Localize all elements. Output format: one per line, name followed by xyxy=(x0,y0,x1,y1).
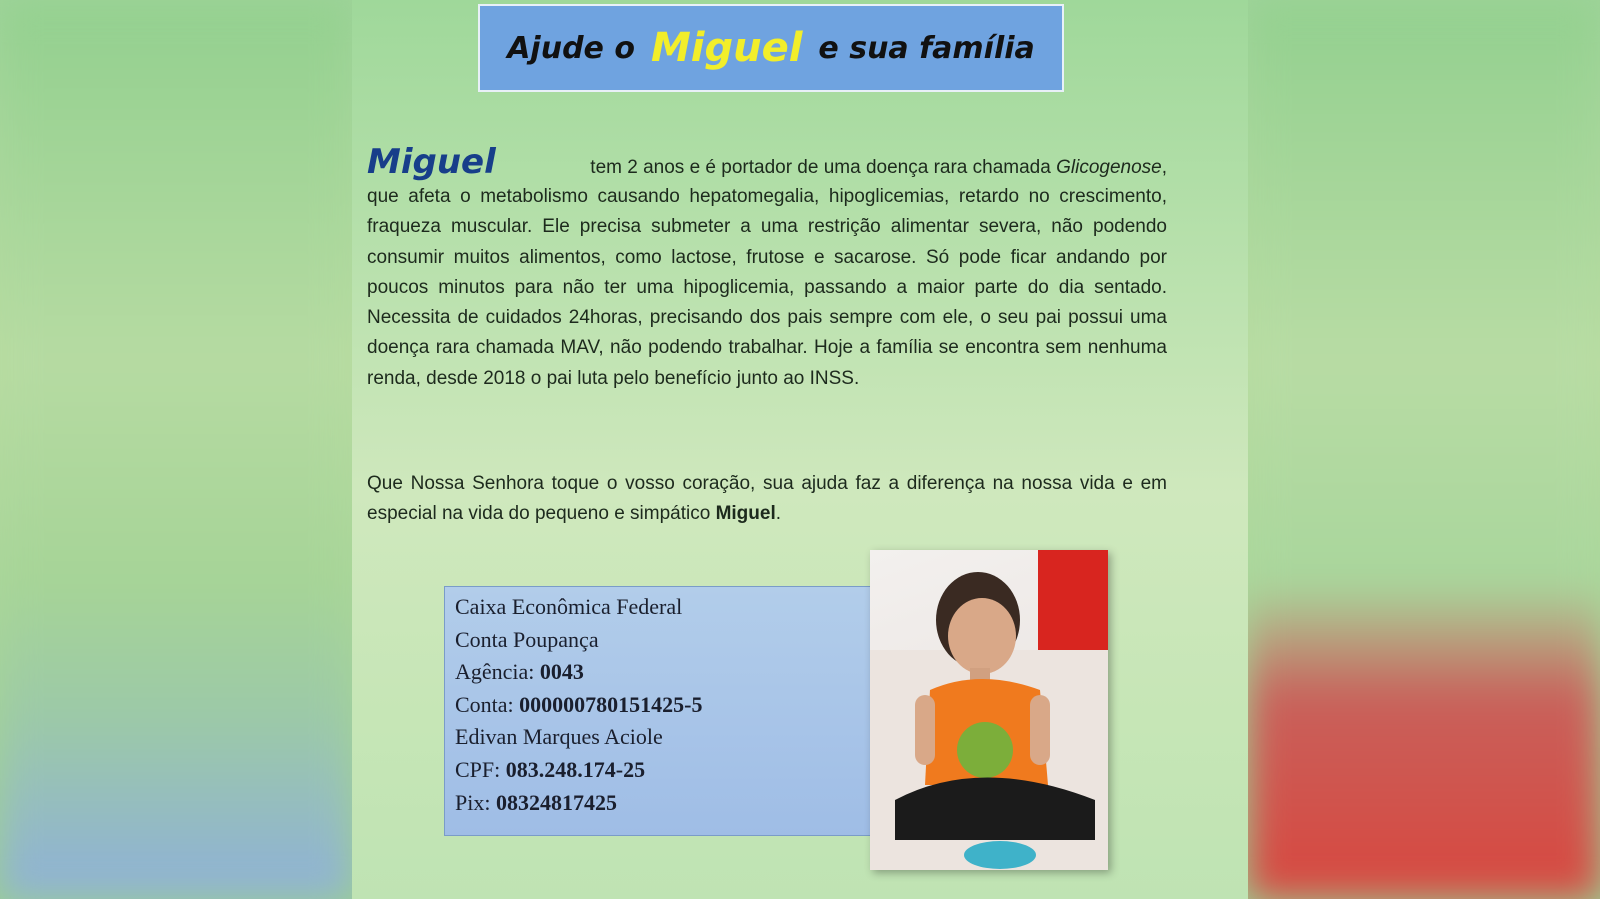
account-holder: Edivan Marques Aciole xyxy=(455,724,663,750)
child-photo xyxy=(870,550,1108,870)
pix-value: 08324817425 xyxy=(495,789,617,815)
blessing-end: . xyxy=(775,503,782,525)
blessing-paragraph xyxy=(367,469,1167,530)
agency-value: 0043 xyxy=(539,659,584,685)
banner-post: e sua família xyxy=(818,30,1035,66)
cpf-value: 083.248.174-25 xyxy=(505,756,646,782)
banner-name: Miguel xyxy=(650,25,803,71)
blessing-text: Que Nossa Senhora toque o vosso coração, sua ajuda faz a diferença na nossa vida e em especial na vida do pequeno e simpático xyxy=(367,473,1167,525)
intro-plain: tem 2 anos e é portador de uma doença rara chamada xyxy=(590,157,1057,178)
blurred-background-right xyxy=(1248,0,1600,899)
account-value: 000000780151425-5 xyxy=(519,691,703,717)
blurred-background-left xyxy=(0,0,352,899)
intro-disease: Glicogenose xyxy=(1056,157,1162,178)
bank-name: Caixa Econômica Federal xyxy=(455,594,683,619)
title-banner xyxy=(478,4,1064,92)
intro-end: , xyxy=(1161,157,1167,178)
account-label: Conta: xyxy=(455,691,514,717)
agency-row xyxy=(455,656,861,689)
description-paragraph: que afeta o metabolismo causando hepatomegalia, hipoglicemias, retardo no crescimento, fraqueza muscular. Ele precisa submeter a uma restrição alimentar severa, não podendo consumir muitos alimentos, como lactose, frutose e sacarose. Só pode ficar andando por poucos minutos para não ter uma hipoglicemia, passando a maior parte do dia sentado. Necessita de cuidados 24horas, precisando dos pais sempre com ele, o seu pai possui uma doença rara chamada MAV, não podendo trabalhar. Hoje a família se encontra sem nenhuma renda, desde 2018 o pai luta pelo benefício junto ao INSS. xyxy=(367,186,1167,389)
child-photo-illustration xyxy=(870,550,1108,870)
donation-flyer xyxy=(352,0,1248,899)
pix-label: Pix: xyxy=(455,789,491,815)
bank-details-box xyxy=(444,586,872,836)
agency-label: Agência: xyxy=(455,659,535,685)
account-row xyxy=(455,689,861,722)
pix-row xyxy=(455,787,861,820)
intro-name: Miguel xyxy=(367,142,496,182)
intro-line xyxy=(367,142,1167,182)
cpf-label: CPF: xyxy=(455,756,501,782)
blessing-name: Miguel xyxy=(715,503,776,525)
account-type: Conta Poupança xyxy=(455,626,599,652)
intro-text xyxy=(590,157,1167,179)
cpf-row xyxy=(455,754,861,787)
banner-pre: Ajude o xyxy=(507,30,635,66)
